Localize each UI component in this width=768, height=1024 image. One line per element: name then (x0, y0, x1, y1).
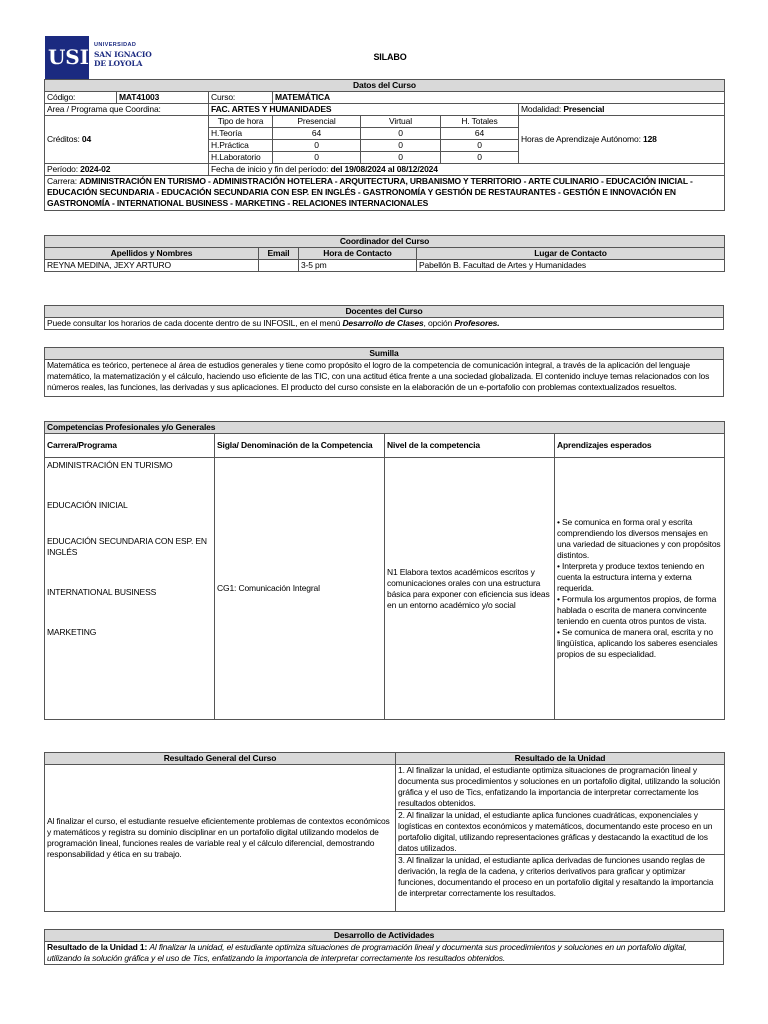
carrera-item: INTERNATIONAL BUSINESS (47, 587, 157, 597)
resultado-general-title: Resultado General del Curso (45, 753, 396, 765)
aprendizaje-item: • Formula los argumentos propios, de forma hablada o escrita de manera convincente teniendo en cuenta otros puntos de vista. (557, 594, 717, 626)
curso-value: MATEMÁTICA (273, 92, 725, 104)
carreras-list (45, 458, 215, 720)
hours-cell: 0 (273, 140, 361, 152)
carrera-item: EDUCACIÓN INICIAL (47, 500, 128, 510)
modalidad-cell: Modalidad: Presencial (519, 104, 725, 116)
carrera-item: ADMINISTRACIÓN EN TURISMO (47, 460, 173, 470)
coordinador-header-hora: Hora de Contacto (299, 248, 417, 260)
competencia-nivel: N1 Elabora textos académicos escritos y comunicaciones orales con una estructura básica para exponer con eficiencia sus ideas en un entorno académico y/o social (385, 458, 555, 720)
autonomo-cell: Horas de Aprendizaje Autónomo: 128 (519, 116, 725, 164)
logo-mark: USIL (45, 36, 89, 80)
coordinador-header-nombres: Apellidos y Nombres (45, 248, 259, 260)
actividades-table (44, 929, 724, 965)
hours-cell: 0 (361, 140, 441, 152)
competencias-header-aprendizajes: Aprendizajes esperados (555, 434, 725, 458)
coordinador-hora: 3-5 pm (299, 260, 417, 272)
coordinador-title: Coordinador del Curso (45, 236, 725, 248)
aprendizaje-item: • Interpreta y produce textos teniendo en cuenta la estructura interna y externa requerida. (557, 561, 705, 593)
hours-cell: 0 (361, 152, 441, 164)
hours-cell: 0 (273, 152, 361, 164)
resultado-unidad-2: 2. Al finalizar la unidad, el estudiante aplica funciones cuadráticas, exponenciales y logísticas en contextos económicos y matemáticos, documentando este proceso en un portafolio digital, utilizando representaciones gráficas y destacando la exactitud de los datos utilizados. (396, 810, 725, 855)
carrera-item: MARKETING (47, 627, 97, 637)
hours-row-label: H.Laboratorio (209, 152, 273, 164)
sumilla-text: Matemática es teórico, pertenece al área de estudios generales y tiene como propósito el logro de la competencia de comunicación integral, a través de la aplicación del lenguaje matemático, la matematización y el cálculo, haciendo uso eficiente de las TIC, con una actitud ética frente a una sociedad globalizada. El contenido incluye temas relacionados con los números reales, las funciones, las derivadas y sus aplicaciones. El producto del curso consiste en la elaboración de un e-portafolio con problemas contextualizados resueltos. (45, 360, 724, 397)
docentes-text: Puede consultar los horarios de cada docente dentro de su INFOSIL, en el menú Desarrollo de Clases, opción Profesores. (45, 318, 724, 330)
hours-cell: 0 (441, 152, 519, 164)
competencias-table (44, 421, 725, 720)
carrera-cell: Carrera: ADMINISTRACIÓN EN TURISMO - ADMINISTRACIÓN HOTELERA - ARQUITECTURA, URBANISMO Y TERRITORIO - ARTE CULINARIO - EDUCACIÓN INICIAL - EDUCACIÓN SECUNDARIA - EDUCACIÓN SECUNDARIA CON ESP. EN INGLÉS - GASTRONOMÍA Y GESTIÓN DE RESTAURANTES - GESTIÓN E INNOVACIÓN EN GASTRONOMÍA - INTERNATIONAL BUSINESS - MARKETING - RELACIONES INTERNACIONALES (45, 176, 725, 211)
resultado-unidad-title: Resultado de la Unidad (396, 753, 725, 765)
periodo-cell: Período: 2024-02 (45, 164, 209, 176)
coordinador-email (259, 260, 299, 272)
competencias-title: Competencias Profesionales y/o Generales (45, 422, 725, 434)
resultado-general-text: Al finalizar el curso, el estudiante resuelve eficientemente problemas de contextos económicos y matemáticos y registra su dominio disciplinar en un portafolio digital utilizando modelos de programación lineal, funciones reales de variable real y el cálculo diferencial, demostrando responsabilidad y ética en su trabajo. (45, 765, 396, 912)
coordinador-lugar: Pabellón B. Facultad de Artes y Humanidades (417, 260, 725, 272)
area-label: Area / Programa que Coordina: (45, 104, 209, 116)
hours-cell: 0 (361, 128, 441, 140)
logo-name: SAN IGNACIO DE LOYOLA (94, 50, 152, 68)
page-title: SILABO (373, 52, 407, 62)
docentes-table (44, 305, 724, 330)
hours-header-tipo: Tipo de hora (209, 116, 273, 128)
aprendizaje-item: • Se comunica en forma oral y escrita comprendiendo los diversos mensajes en una variedad de situaciones y con propósitos distintos. (557, 517, 721, 560)
aprendizaje-item: • Se comunica de manera oral, escrita y no lingüística, aplicando los saberes esenciales propios de su especialidad. (557, 627, 718, 659)
actividades-unidad-1: Resultado de la Unidad 1: Al finalizar la unidad, el estudiante optimiza situaciones de programación lineal y documenta sus procedimientos y soluciones en un portafolio digital, utilizando la solución gráfica y el uso de Tics, enfatizando la importancia de interpretar correctamente los resultados obtenidos. (45, 942, 724, 965)
curso-label: Curso: (209, 92, 273, 104)
carrera-item: EDUCACIÓN SECUNDARIA CON ESP. EN INGLÉS (47, 536, 207, 557)
sumilla-title: Sumilla (45, 348, 724, 360)
hours-cell: 64 (441, 128, 519, 140)
docentes-title: Docentes del Curso (45, 306, 724, 318)
coordinador-nombre: REYNA MEDINA, JEXY ARTURO (45, 260, 259, 272)
hours-cell: 0 (441, 140, 519, 152)
hours-cell: 64 (273, 128, 361, 140)
coordinador-header-lugar: Lugar de Contacto (417, 248, 725, 260)
codigo-value: MAT41003 (117, 92, 209, 104)
logo-university-label: UNIVERSIDAD (94, 42, 137, 48)
resultados-table (44, 752, 725, 912)
resultado-unidad-3: 3. Al finalizar la unidad, el estudiante aplica derivadas de funciones usando reglas de derivación, la regla de la cadena, y criterios derivativos para graficar y optimizar funciones, documentando el proceso en un portafolio digital y resaltando la importancia de interpretar correctamente los resultados. (396, 855, 725, 912)
competencias-header-sigla: Sigla/ Denominación de la Competencia (215, 434, 385, 458)
hours-header-virtual: Virtual (361, 116, 441, 128)
aprendizajes-list (555, 458, 725, 720)
fecha-cell: Fecha de inicio y fin del período: del 19/08/2024 al 08/12/2024 (209, 164, 725, 176)
area-value: FAC. ARTES Y HUMANIDADES (209, 104, 519, 116)
hours-row-label: H.Teoría (209, 128, 273, 140)
coordinador-table (44, 235, 725, 272)
sumilla-table (44, 347, 724, 397)
codigo-label: Código: (45, 92, 117, 104)
datos-curso-title: Datos del Curso (45, 80, 725, 92)
competencias-header-carrera: Carrera/Programa (45, 434, 215, 458)
coordinador-header-email: Email (259, 248, 299, 260)
hours-row-label: H.Práctica (209, 140, 273, 152)
hours-header-totales: H. Totales (441, 116, 519, 128)
actividades-title: Desarrollo de Actividades (45, 930, 724, 942)
creditos-cell: Créditos: 04 (45, 116, 209, 164)
resultado-unidad-1: 1. Al finalizar la unidad, el estudiante optimiza situaciones de programación lineal y documenta sus procedimientos y soluciones en un portafolio digital, utilizando la solución gráfica y el uso de Tics, enfatizando la importancia de interpretar correctamente los resultados obtenidos. (396, 765, 725, 810)
competencia-sigla: CG1: Comunicación Integral (215, 458, 385, 720)
datos-curso-table (44, 79, 725, 211)
competencias-header-nivel: Nivel de la competencia (385, 434, 555, 458)
hours-header-presencial: Presencial (273, 116, 361, 128)
